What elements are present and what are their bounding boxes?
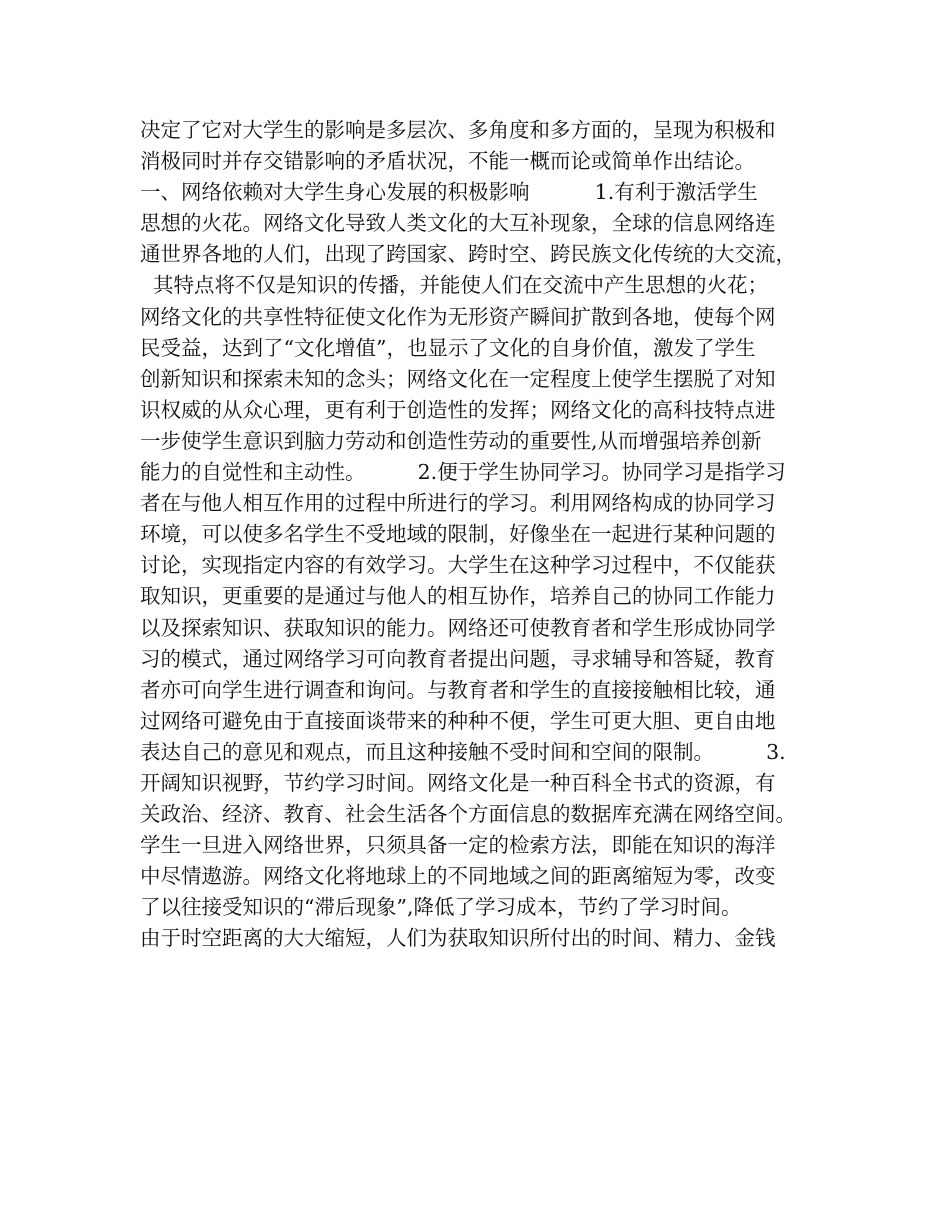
text-line: 了以往接受知识的“滞后现象”,降低了学习成本，节约了学习时间。 [140,895,742,920]
text-line: 识权威的从众心理，更有利于创造性的发挥；网络文化的高科技特点进 [140,397,776,422]
text-line: 由于时空距离的大大缩短，人们为获取知识所付出的时间、精力、金钱 [140,926,776,951]
text-line: 表达自己的意见和观点，而且这种接触不受时间和空间的限制。 3. [140,739,786,764]
text-line: 网络文化的共享性特征使文化作为无形资产瞬间扩散到各地，使每个网 [140,304,776,329]
text-line: 以及探索知识、获取知识的能力。网络还可使教育者和学生形成协同学 [140,615,776,640]
text-line: 取知识，更重要的是通过与他人的相互协作，培养自己的协同工作能力 [140,584,776,609]
text-line: 者在与他人相互作用的过程中所进行的学习。利用网络构成的协同学习 [140,491,776,516]
text-line: 学生一旦进入网络世界，只须具备一定的检索方法，即能在知识的海洋 [140,833,776,858]
text-line: 讨论，实现指定内容的有效学习。大学生在这种学习过程中，不仅能获 [140,553,776,578]
text-line: 者亦可向学生进行调查和询问。与教育者和学生的直接接触相比较，通 [140,677,776,702]
text-line: 开阔知识视野，节约学习时间。网络文化是一种百科全书式的资源，有 [140,770,776,795]
text-line: 其特点将不仅是知识的传播，并能使人们在交流中产生思想的火花； [140,273,769,298]
text-line: 思想的火花。网络文化导致人类文化的大互补现象，全球的信息网络连 [140,211,776,236]
text-line: 民受益，达到了“文化增值”，也显示了文化的自身价值，激发了学生 [140,335,756,360]
text-line: 一、网络依赖对大学生身心发展的积极影响 1.有利于激活学生 [140,180,758,205]
text-line: 中尽情遨游。网络文化将地球上的不同地域之间的距离缩短为零，改变 [140,864,776,889]
text-line: 关政治、经济、教育、社会生活各个方面信息的数据库充满在网络空间。 [140,802,796,827]
text-line: 一步使学生意识到脑力劳动和创造性劳动的重要性,从而增强培养创新 [140,428,762,453]
text-line: 环境，可以使多名学生不受地域的限制，好像坐在一起进行某种问题的 [140,522,776,547]
text-line: 习的模式，通过网络学习可向教育者提出问题，寻求辅导和答疑，教育 [140,646,776,671]
text-line: 创新知识和探索未知的念头；网络文化在一定程度上使学生摆脱了对知 [140,366,776,391]
text-line: 能力的自觉性和主动性。 2.便于学生协同学习。协同学习是指学习 [140,460,786,485]
text-line: 决定了它对大学生的影响是多层次、多角度和多方面的，呈现为积极和 [140,118,776,142]
text-line: 消极同时并存交错影响的矛盾状况，不能一概而论或简单作出结论。 [140,149,755,174]
text-line: 过网络可避免由于直接面谈带来的种种不便，学生可更大胆、更自由地 [140,708,776,733]
text-line: 通世界各地的人们，出现了跨国家、跨时空、跨民族文化传统的大交流， [140,242,796,267]
body-text [140,115,830,955]
